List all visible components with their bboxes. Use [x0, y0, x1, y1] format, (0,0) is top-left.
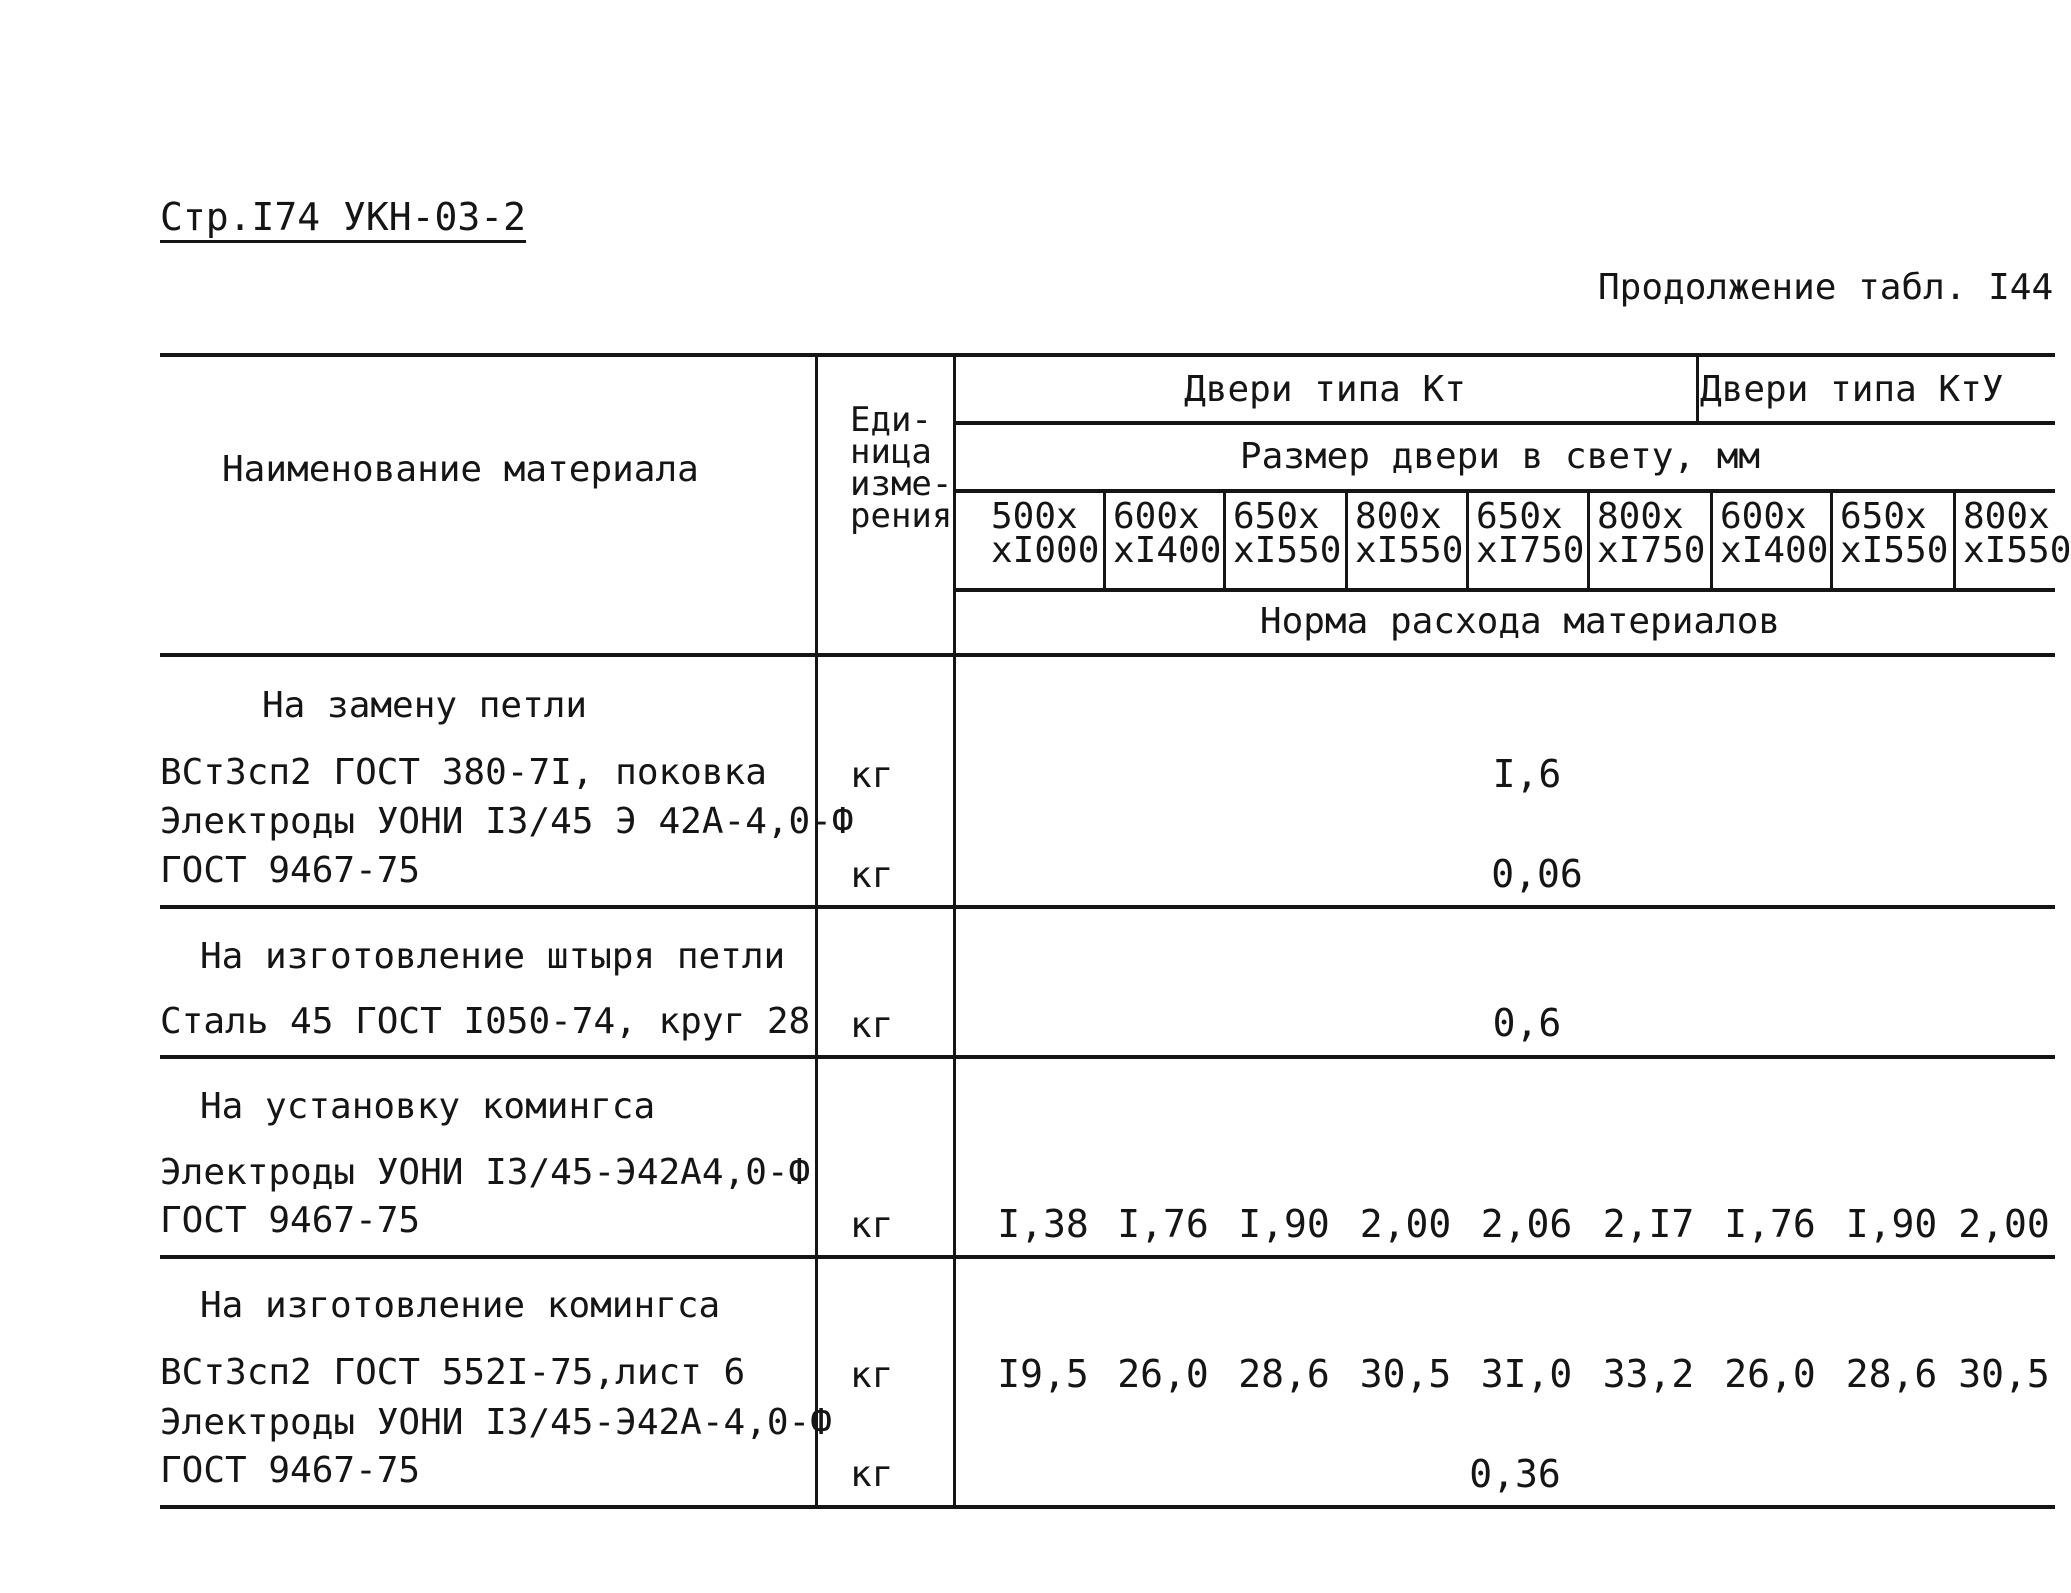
header-unit-line: изме-	[850, 464, 953, 504]
size-header-line: xI400	[1720, 530, 1829, 571]
header-rule-size	[953, 489, 2055, 493]
norm-value-cell: 3I,0	[1480, 1352, 1573, 1396]
material-name: ГОСТ 9467-75	[160, 850, 421, 891]
norm-value-cell: 30,5	[1958, 1352, 2050, 1396]
page-reference: Стр.I74 УКН-03-2	[160, 195, 527, 239]
size-column-divider	[1953, 491, 1956, 588]
size-column-divider	[1223, 491, 1226, 588]
size-header-cell	[1963, 496, 2071, 571]
size-column-divider	[1587, 491, 1590, 588]
unit-cell: кг	[850, 1454, 894, 1495]
section-title: На установку комингса	[200, 1086, 656, 1127]
section-title: На замену петли	[262, 685, 588, 726]
size-header-line: 650x	[1840, 496, 1927, 537]
size-header-line: xI550	[1840, 530, 1949, 571]
size-header-line: xI750	[1476, 530, 1585, 571]
unit-cell: кг	[850, 755, 894, 796]
size-column-divider	[1103, 491, 1106, 588]
norm-value-cell: I,76	[1117, 1202, 1209, 1246]
size-column-divider	[1466, 491, 1469, 588]
unit-cell: кг	[850, 1205, 894, 1246]
material-name: ГОСТ 9467-75	[160, 1200, 421, 1241]
table-continuation-label: Продолжение табл. I44	[1598, 267, 2054, 308]
size-header-cell	[1597, 496, 1706, 571]
header-rule-group	[953, 421, 2055, 425]
size-header-cell	[1840, 496, 1949, 571]
size-header-cell	[1113, 496, 1222, 571]
norm-value: 0,6	[1492, 1001, 1562, 1045]
size-header-cell	[991, 496, 1100, 571]
size-header-line: 600x	[1720, 496, 1807, 537]
material-name: ВСт3сп2 ГОСТ 380-7I, поковка	[160, 752, 767, 793]
table-bottom-rule	[160, 1505, 2055, 1509]
size-column-divider	[1710, 491, 1713, 588]
norm-value-cell: 28,6	[1845, 1352, 1938, 1396]
section-rule-3	[160, 1255, 2055, 1259]
header-unit-line: рения	[850, 496, 953, 536]
material-name: Электроды УОНИ I3/45-Э42А4,0-Ф	[160, 1152, 811, 1193]
size-header-line: 600x	[1113, 496, 1200, 537]
size-header-line: 800x	[1963, 496, 2050, 537]
header-unit-line: ница	[850, 432, 932, 472]
size-column-divider	[1345, 491, 1348, 588]
norm-value-cell: 26,0	[1117, 1352, 1209, 1396]
norm-value-cell: 33,2	[1602, 1352, 1695, 1396]
size-header-line: xI400	[1113, 530, 1222, 571]
unit-cell: кг	[850, 1355, 894, 1396]
norm-value-cell: I,76	[1724, 1202, 1816, 1246]
header-group-kt: Двери типа Кт	[1184, 369, 1466, 410]
column-rule-unit	[953, 355, 956, 1507]
norm-value-cell: I9,5	[997, 1352, 1089, 1396]
header-bottom-rule	[160, 653, 2055, 657]
column-rule-name	[815, 355, 818, 1507]
group-divider	[1696, 355, 1699, 423]
norm-value: 0,06	[1491, 852, 1583, 896]
norm-value-cell: 2,00	[1359, 1202, 1452, 1246]
norm-value-cell: 26,0	[1724, 1352, 1816, 1396]
header-unit-line: Еди-	[850, 400, 932, 440]
norm-value-cell: 2,00	[1958, 1202, 2050, 1246]
material-name: Сталь 45 ГОСТ I050-74, круг 28	[160, 1001, 811, 1042]
norm-value-cell: I,38	[997, 1202, 1089, 1246]
norm-value-cell: I,90	[1238, 1202, 1330, 1246]
header-material-name: Наименование материала	[222, 449, 699, 490]
header-door-size: Размер двери в свету, мм	[1239, 436, 1761, 477]
norm-value-cell: I,90	[1845, 1202, 1938, 1246]
norm-value: I,6	[1492, 752, 1562, 796]
unit-cell: кг	[850, 1005, 894, 1046]
size-column-divider	[1830, 491, 1833, 588]
section-rule-1	[160, 905, 2055, 909]
size-header-line: 650x	[1233, 496, 1320, 537]
section-title: На изготовление штыря петли	[200, 936, 786, 977]
material-name: ГОСТ 9467-75	[160, 1450, 421, 1491]
material-name: ВСт3сп2 ГОСТ 552I-75,лист 6	[160, 1352, 746, 1393]
size-header-line: xI000	[991, 530, 1100, 571]
norm-value: 0,36	[1469, 1452, 1561, 1496]
size-header-line: 800x	[1597, 496, 1684, 537]
unit-cell: кг	[850, 855, 894, 896]
header-rule-dimensions	[953, 588, 2055, 592]
material-name: Электроды УОНИ I3/45 Э 42А-4,0-Ф	[160, 801, 854, 842]
norm-value-cell: 2,06	[1480, 1202, 1573, 1246]
header-unit	[850, 400, 953, 536]
size-header-cell	[1233, 496, 1342, 571]
size-header-cell	[1720, 496, 1829, 571]
norm-value-cell: 28,6	[1238, 1352, 1330, 1396]
header-norm: Норма расхода материалов	[1259, 601, 1781, 642]
size-header-line: xI550	[1963, 530, 2071, 571]
norm-value-cell: 30,5	[1359, 1352, 1452, 1396]
norm-value-cell: 2,I7	[1602, 1202, 1695, 1246]
table-top-rule	[160, 353, 2055, 357]
size-header-line: xI550	[1355, 530, 1464, 571]
section-title: На изготовление комингса	[200, 1285, 721, 1326]
size-header-line: 800x	[1355, 496, 1442, 537]
material-name: Электроды УОНИ I3/45-Э42А-4,0-Ф	[160, 1402, 832, 1443]
size-header-cell	[1476, 496, 1585, 571]
header-group-ktu: Двери типа КтУ	[1700, 369, 2004, 410]
size-header-line: 500x	[991, 496, 1078, 537]
size-header-cell	[1355, 496, 1464, 571]
section-rule-2	[160, 1055, 2055, 1059]
size-header-line: xI750	[1597, 530, 1706, 571]
size-header-line: 650x	[1476, 496, 1563, 537]
size-header-line: xI550	[1233, 530, 1342, 571]
